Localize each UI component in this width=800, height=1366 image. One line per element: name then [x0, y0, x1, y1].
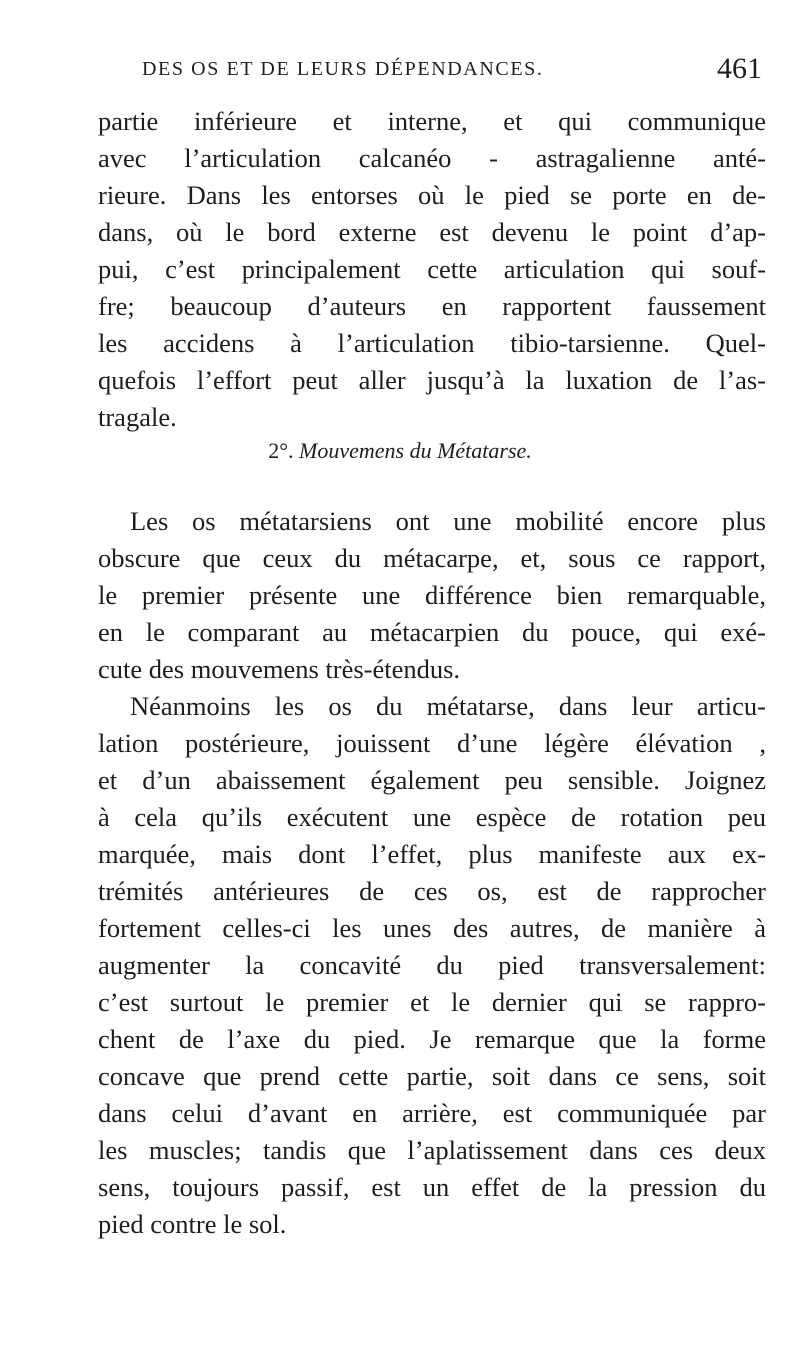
text-line: obscure que ceux du métacarpe, et, sous ce rapport, — [98, 543, 766, 573]
running-head — [142, 52, 762, 98]
text-line: avec l’articulation calcanéo - astragalienne anté- — [98, 143, 766, 173]
text-line: rieure. Dans les entorses où le pied se porte en de- — [98, 180, 766, 210]
text-line: Les os métatarsiens ont une mobilité encore plus — [130, 506, 766, 536]
text-line: les muscles; tandis que l’aplatissement dans ces deux — [98, 1135, 766, 1165]
section-number: 2°. — [268, 438, 294, 463]
section-heading — [0, 438, 800, 464]
text-line: en le comparant au métacarpien du pouce, qui exé- — [98, 617, 766, 647]
text-line: Néanmoins les os du métatarse, dans leur articu- — [130, 691, 766, 721]
text-line: à cela qu’ils exécutent une espèce de rotation peu — [98, 802, 766, 832]
text-line: le premier présente une différence bien remarquable, — [98, 580, 766, 610]
text-line: tragale. — [98, 402, 177, 432]
text-line: quefois l’effort peut aller jusqu’à la luxation de l’as- — [98, 365, 766, 395]
text-line: trémités antérieures de ces os, est de rapprocher — [98, 876, 766, 906]
text-line: cute des mouvemens très-étendus. — [98, 654, 461, 684]
page-number: 461 — [717, 52, 762, 85]
text-line: augmenter la concavité du pied transversalement: — [98, 950, 766, 980]
text-line: marquée, mais dont l’effet, plus manifeste aux ex- — [98, 839, 766, 869]
text-line: pied contre le sol. — [98, 1209, 287, 1239]
text-line: fre; beaucoup d’auteurs en rapportent faussement — [98, 291, 766, 321]
text-line: partie inférieure et interne, et qui communique — [98, 106, 766, 136]
text-line: fortement celles-ci les unes des autres, de manière à — [98, 913, 766, 943]
running-head-title: DES OS ET DE LEURS DÉPENDANCES. — [142, 58, 544, 80]
text-line: et d’un abaissement également peu sensible. Joignez — [98, 765, 766, 795]
section-title: Mouvemens du Métatarse. — [299, 438, 532, 463]
text-line: sens, toujours passif, est un effet de la pression du — [98, 1172, 766, 1202]
text-line: chent de l’axe du pied. Je remarque que la forme — [98, 1024, 766, 1054]
text-line: lation postérieure, jouissent d’une légère élévation , — [98, 728, 766, 758]
text-line: les accidens à l’articulation tibio-tarsienne. Quel- — [98, 328, 766, 358]
text-line: pui, c’est principalement cette articulation qui souf- — [98, 254, 766, 284]
text-line: c’est surtout le premier et le dernier qui se rappro- — [98, 987, 766, 1017]
text-line: dans, où le bord externe est devenu le point d’ap- — [98, 217, 766, 247]
text-line: dans celui d’avant en arrière, est communiquée par — [98, 1098, 766, 1128]
text-line: concave que prend cette partie, soit dans ce sens, soit — [98, 1061, 766, 1091]
